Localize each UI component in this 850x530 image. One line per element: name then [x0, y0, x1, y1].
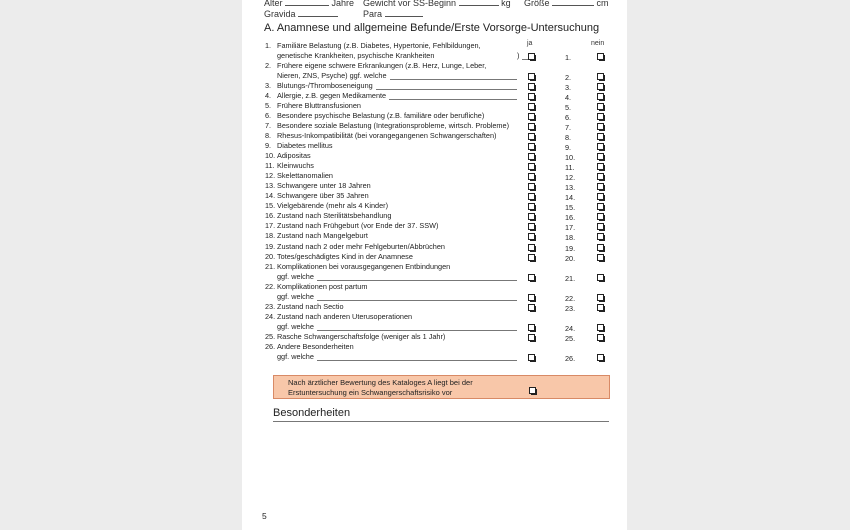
- item-text: Komplikationen post partum: [277, 281, 368, 291]
- item-text: Blutungs-/Thromboseneigung: [277, 80, 373, 90]
- checklist-item-1: [265, 41, 610, 61]
- field-gravida: Gravida: [264, 8, 338, 19]
- risk-note: [273, 375, 610, 399]
- item-number-right: 22.: [565, 293, 576, 303]
- checkbox-ja[interactable]: [528, 274, 537, 283]
- item-number: 10.: [265, 151, 276, 161]
- item-number: 3.: [265, 80, 272, 90]
- column-ja: ja: [527, 40, 533, 47]
- item-number-right: 3.: [565, 82, 572, 92]
- item-number-right: 26.: [565, 354, 576, 364]
- item-number-right: 6.: [565, 112, 572, 122]
- field-gewicht-input[interactable]: [459, 0, 499, 6]
- field-gewicht: Gewicht vor SS-Beginn kg: [363, 0, 511, 8]
- item-number: 6.: [265, 110, 272, 120]
- item-text: Zustand nach Frühgeburt (vor Ende der 37. SSW): [277, 221, 439, 231]
- checklist-item-8: [265, 131, 610, 141]
- risk-note-line2: Erstuntersuchung ein Schwangerschaftsrisiko vor: [288, 388, 453, 397]
- item-text: Diabetes mellitus: [277, 141, 333, 150]
- item-number: 25.: [265, 331, 276, 341]
- item-number: 17.: [265, 221, 276, 231]
- checklist-item-12: [265, 171, 610, 181]
- checkbox-ja[interactable]: [528, 334, 537, 343]
- column-nein: nein: [591, 40, 605, 47]
- checklist-item-4: [265, 91, 610, 101]
- item-text: Familiäre Belastung (z.B. Diabetes, Hypertonie, Fehlbildungen,: [277, 40, 481, 50]
- checkbox-nein[interactable]: [597, 123, 606, 132]
- item-number-right: 5.: [565, 102, 572, 112]
- item-text: Besondere soziale Belastung (Integrationsprobleme, wirtsch. Probleme): [277, 120, 509, 130]
- checkbox-nein[interactable]: [597, 153, 606, 162]
- page-number: 5: [262, 511, 267, 521]
- checkbox-nein[interactable]: [597, 133, 606, 142]
- item-text: Vielgebärende (mehr als 4 Kinder): [277, 201, 389, 211]
- field-groesse-input[interactable]: [552, 0, 594, 6]
- checklist-item-13: [265, 181, 610, 191]
- checkbox-ja[interactable]: [528, 254, 537, 263]
- field-alter: Alter Jahre: [264, 0, 354, 8]
- item-number-right: 8.: [565, 132, 572, 142]
- checklist-item-19: [265, 242, 610, 252]
- checklist-item-21: [265, 262, 610, 282]
- checkbox-nein[interactable]: [597, 113, 606, 122]
- risk-note-line1: Nach ärztlicher Bewertung des Kataloges A liegt bei der: [288, 378, 473, 387]
- item-number-right: 15.: [565, 203, 576, 213]
- checkbox-nein[interactable]: [597, 324, 606, 333]
- item-number: 13.: [265, 181, 276, 191]
- item-number: 2.: [265, 60, 272, 70]
- checkbox-nein[interactable]: [597, 193, 606, 202]
- checklist-item-25: [265, 332, 610, 342]
- item-number: 18.: [265, 231, 276, 241]
- checkbox-nein[interactable]: [597, 354, 606, 363]
- item-answer-line[interactable]: [390, 71, 517, 80]
- checkbox-ja[interactable]: [528, 183, 537, 192]
- item-number-right: 19.: [565, 243, 576, 253]
- checkbox-ja[interactable]: [528, 73, 537, 82]
- checklist-item-10: [265, 151, 610, 161]
- item-text: ggf. welche: [277, 291, 314, 301]
- item-number: 24.: [265, 311, 276, 321]
- item-text: Zustand nach 2 oder mehr Fehlgeburten/Abbrüchen: [277, 241, 445, 251]
- item-text: Zustand nach Mangelgeburt: [277, 231, 368, 241]
- item-text: Frühere eigene schwere Erkrankungen (z.B. Herz, Lunge, Leber,: [277, 60, 487, 70]
- item-text: Allergie, z.B. gegen Medikamente: [277, 90, 387, 100]
- item-number-right: 24.: [565, 323, 576, 333]
- checkbox-ja[interactable]: [528, 304, 537, 313]
- field-groesse: Größe cm: [524, 0, 609, 8]
- checkbox-nein[interactable]: [597, 334, 606, 343]
- item-text: Adipositas: [277, 151, 311, 161]
- checklist-item-3: [265, 81, 610, 91]
- checklist-item-16: [265, 211, 610, 221]
- item-number-right: 10.: [565, 153, 576, 163]
- item-number: 5.: [265, 100, 272, 110]
- item-number: 23.: [265, 301, 276, 311]
- checkbox-ja[interactable]: [528, 93, 537, 102]
- item-number: 14.: [265, 191, 276, 201]
- checklist-item-5: [265, 101, 610, 111]
- item-number: 12.: [265, 171, 276, 181]
- item-number-right: 21.: [565, 273, 576, 283]
- checklist-item-22: [265, 282, 610, 302]
- checkbox-nein[interactable]: [597, 304, 606, 313]
- checklist-item-15: [265, 201, 610, 211]
- checkbox-nein[interactable]: [597, 103, 606, 112]
- checkbox-ja[interactable]: [528, 103, 537, 112]
- checkbox-ja[interactable]: [528, 113, 537, 122]
- checklist-item-17: [265, 221, 610, 231]
- checklist-item-23: [265, 302, 610, 312]
- checklist-item-20: [265, 252, 610, 262]
- checklist-item-24: [265, 312, 610, 332]
- item-number-right: 4.: [565, 92, 572, 102]
- checkbox-nein[interactable]: [597, 53, 606, 62]
- checkbox-nein[interactable]: [597, 143, 606, 152]
- checkbox-nein[interactable]: [597, 274, 606, 283]
- item-number: 11.: [265, 161, 275, 171]
- checkbox-nein[interactable]: [597, 254, 606, 263]
- item-text: Schwangere unter 18 Jahren: [277, 181, 371, 191]
- item-number-right: 7.: [565, 122, 572, 132]
- item-number: 16.: [265, 211, 276, 221]
- item-text: Schwangere über 35 Jahren: [277, 191, 369, 201]
- checkbox-nein[interactable]: [597, 244, 606, 253]
- item-text: Besondere psychische Belastung (z.B. familiäre oder berufliche): [277, 110, 485, 120]
- checklist-item-7: [265, 121, 610, 131]
- item-number-right: 12.: [565, 173, 576, 183]
- item-number-right: 20.: [565, 253, 576, 263]
- checklist-item-2: [265, 61, 610, 81]
- checkbox-ja[interactable]: [528, 173, 537, 182]
- item-number: 21.: [265, 261, 276, 271]
- checkbox-nein[interactable]: [597, 203, 606, 212]
- item-answer-line[interactable]: [317, 352, 517, 361]
- item-paren: ): [517, 50, 520, 60]
- checkbox-nein[interactable]: [597, 213, 606, 222]
- checkbox-ja[interactable]: [528, 143, 537, 152]
- checkbox-nein[interactable]: [597, 294, 606, 303]
- field-alter-input[interactable]: [285, 0, 329, 6]
- item-number-right: 18.: [565, 233, 576, 243]
- item-text: Nieren, ZNS, Psyche) ggf. welche: [277, 70, 387, 80]
- risk-checkbox[interactable]: [529, 387, 538, 396]
- item-number: 7.: [265, 120, 272, 130]
- item-number: 22.: [265, 281, 276, 291]
- item-number: 1.: [265, 40, 272, 50]
- checkbox-ja[interactable]: [528, 213, 537, 222]
- checklist-item-9: [265, 141, 610, 151]
- checklist-item-26: [265, 342, 610, 362]
- item-text: ggf. welche: [277, 271, 314, 281]
- checkbox-ja[interactable]: [528, 163, 537, 172]
- field-gravida-input[interactable]: [298, 8, 338, 17]
- checkbox-nein[interactable]: [597, 93, 606, 102]
- item-text: ggf. welche: [277, 321, 314, 331]
- checklist-item-14: [265, 191, 610, 201]
- section-title: A. Anamnese und allgemeine Befunde/Erste Vorsorge-Untersuchung: [264, 22, 600, 34]
- item-number-right: 23.: [565, 303, 576, 313]
- item-number-right: 14.: [565, 193, 576, 203]
- item-text: Skelettanomalien: [277, 171, 333, 181]
- checkbox-ja[interactable]: [528, 153, 537, 162]
- item-answer-line[interactable]: [389, 91, 517, 100]
- checkbox-ja[interactable]: [528, 324, 537, 333]
- checkbox-ja[interactable]: [528, 193, 537, 202]
- checklist-item-18: [265, 231, 610, 241]
- checkbox-nein[interactable]: [597, 233, 606, 242]
- item-text: ggf. welche: [277, 352, 314, 362]
- checkbox-nein[interactable]: [597, 73, 606, 82]
- item-answer-line[interactable]: [317, 292, 517, 301]
- checkbox-nein[interactable]: [597, 183, 606, 192]
- checkbox-ja[interactable]: [528, 223, 537, 232]
- item-answer-line[interactable]: [317, 272, 517, 281]
- checkbox-ja[interactable]: [528, 133, 537, 142]
- checkbox-nein[interactable]: [597, 163, 606, 172]
- item-text: Zustand nach Sterilitätsbehandlung: [277, 211, 392, 221]
- item-number: 4.: [265, 90, 272, 100]
- item-text: genetische Krankheiten, psychische Krankheiten: [277, 50, 435, 60]
- item-text: Komplikationen bei vorausgegangenen Entbindungen: [277, 261, 451, 271]
- checkbox-ja[interactable]: [528, 294, 537, 303]
- checkbox-nein[interactable]: [597, 173, 606, 182]
- item-number-right: 25.: [565, 333, 576, 343]
- item-number-right: 9.: [565, 143, 572, 152]
- item-text: Zustand nach Sectio: [277, 301, 344, 311]
- item-text: Zustand nach anderen Uterusoperationen: [277, 311, 413, 321]
- item-number: 15.: [265, 201, 276, 211]
- item-number-right: 16.: [565, 213, 576, 223]
- item-text: Rasche Schwangerschaftsfolge (weniger als 1 Jahr): [277, 331, 446, 341]
- item-number: 19.: [265, 241, 276, 251]
- checkbox-ja[interactable]: [528, 123, 537, 132]
- item-number: 26.: [265, 342, 276, 351]
- checkbox-ja[interactable]: [528, 233, 537, 242]
- item-answer-line[interactable]: [317, 322, 517, 331]
- checkbox-ja[interactable]: [528, 244, 537, 253]
- checkbox-nein[interactable]: [597, 223, 606, 232]
- item-text: Rhesus-Inkompatibilität (bei vorangegangenen Schwangerschaften): [277, 130, 497, 140]
- item-answer-line[interactable]: [376, 81, 517, 90]
- field-para-input[interactable]: [385, 8, 423, 17]
- item-text: Frühere Bluttransfusionen: [277, 100, 361, 110]
- checkbox-ja[interactable]: [528, 83, 537, 92]
- item-number: 20.: [265, 251, 276, 261]
- checkbox-ja[interactable]: [528, 53, 537, 62]
- item-number-right: 11.: [565, 163, 575, 173]
- item-number: 8.: [265, 130, 272, 140]
- checklist-item-6: [265, 111, 610, 121]
- item-number-right: 17.: [565, 223, 576, 233]
- item-text: Kleinwuchs: [277, 161, 314, 171]
- item-number-right: 1.: [565, 52, 572, 62]
- besonderheiten-heading: Besonderheiten: [273, 407, 609, 422]
- checklist-item-11: [265, 161, 610, 171]
- item-text: Totes/geschädigtes Kind in der Anamnese: [277, 251, 413, 261]
- item-number-right: 13.: [565, 183, 576, 193]
- checkbox-ja[interactable]: [528, 354, 537, 363]
- item-number-right: 2.: [565, 72, 572, 82]
- field-para: Para: [363, 8, 423, 19]
- checkbox-nein[interactable]: [597, 83, 606, 92]
- item-number: 9.: [265, 141, 272, 150]
- checkbox-ja[interactable]: [528, 203, 537, 212]
- item-text: Andere Besonderheiten: [277, 342, 354, 351]
